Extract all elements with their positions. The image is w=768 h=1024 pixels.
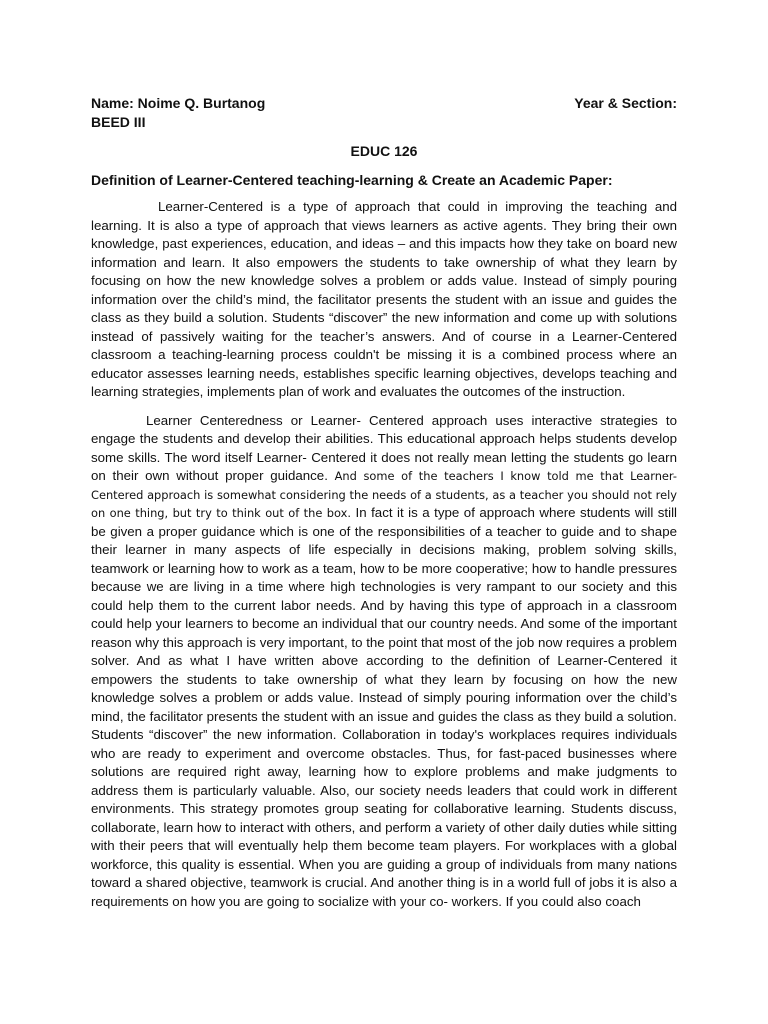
document-page xyxy=(91,94,677,911)
student-name: Name: Noime Q. Burtanog xyxy=(91,95,266,111)
header-row xyxy=(91,94,677,113)
year-value: BEED III xyxy=(91,114,146,130)
course-code: EDUC 126 xyxy=(350,143,418,159)
paragraph-2-part-a: Learner Centeredness or Learner- Centered approach uses interactive strategies to engage the students and develop their abilities. This educational approach helps students develop some skills. The word itself Learner- Centered it does not really mean letting the students go learn on their own without proper guidance. xyxy=(91,412,677,483)
year-section-label: Year & Section: xyxy=(574,95,677,111)
document-title: Definition of Learner-Centered teaching-learning & Create an Academic Paper: xyxy=(91,172,613,188)
paragraph-1: Learner-Centered is a type of approach that could in improving the teaching and learning. It is also a type of approach that views learners as active agents. They bring their own knowledge, past experiences, education, and ideas – and this impacts how they take on board new information and learn. It also empowers the students to take ownership of what they learn by focusing on how the new knowledge solves a problem or adds value. Instead of simply pouring information over the child’s mind, the facilitator presents the student with an issue and guides the class as they build a solution. Students “discover” the new information and come up with solutions instead of passively waiting for the teacher’s answers. And of course in a Learner-Centered classroom a teaching-learning process couldn't be missing it is a combined process where an educator assesses learning needs, establishes specific learning objectives, develops teaching and learning strategies, implements plan of work and evaluates the outcomes of the instruction. xyxy=(91,199,677,399)
paragraph-2 xyxy=(91,412,677,912)
paragraph-2-part-b: And some of the teachers I know told me that Learner-Centered approach is somewhat considering the needs of a students, as a teacher you should not rely on one thing, but try to think out of the box. xyxy=(91,469,677,520)
paragraph-2-part-c: In fact it is a type of approach where students will still be given a proper guidance which is one of the responsibilities of a teacher to guide and to shape their learner in many aspects of life especially in decisions making, problem solving skills, teamwork or learning how to work as a team, how to be more cooperative; how to handle pressures because we are living in a time where high technologies is very rampant to our society and this could help them to the current labor needs. And by having this type of approach in a classroom could help your learners to become an individual that our country needs. And some of the important reason why this approach is very important, to the point that most of the job now requires a problem solver. And as what I have written above according to the definition of Learner-Centered it empowers the students to take ownership of what they learn by focusing on how the new knowledge solves a problem or adds value. Instead of simply pouring information over the child’s mind, the facilitator presents the student with an issue and guides the class as they build a solution. Students “discover” the new information. Collaboration in today's workplaces requires individuals who are ready to experiment and overcome obstacles. Thus, for fast-paced businesses where solutions are required right away, learning how to explore problems and make judgments to address them is particularly valuable. Also, our society needs leaders that could work in different environments. This strategy promotes group seating for collaborative learning. Students discuss, collaborate, learn how to interact with others, and perform a variety of other daily duties while sitting with their peers that will eventually help them become team players. For workplaces with a global workforce, this quality is essential. When you are guiding a group of individuals from many nations toward a shared objective, teamwork is crucial. And another thing is in a world full of jobs it is also a requirements on how you are going to socialize with your co- workers. If you could also coach xyxy=(91,505,677,909)
